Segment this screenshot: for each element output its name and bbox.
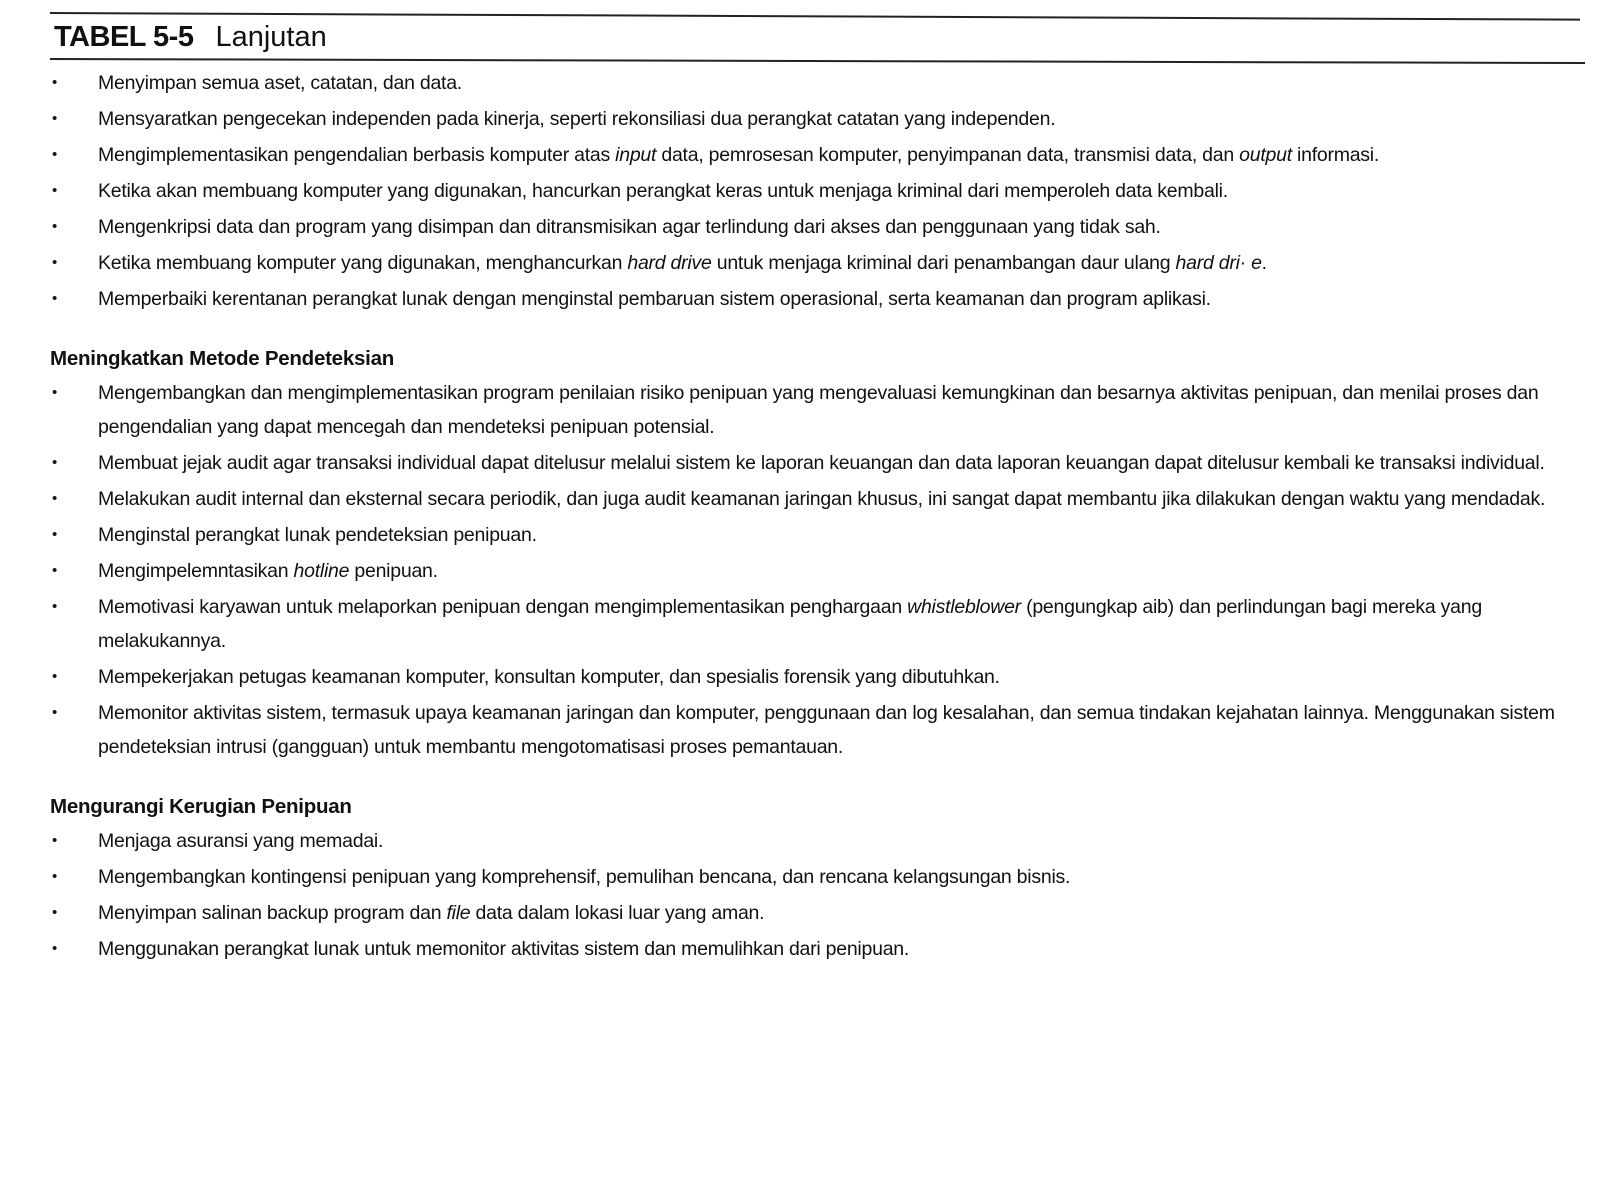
- item-text: Mengenkripsi data dan program yang disimpan dan ditransmisikan agar terlindung dari akses dan penggunaan yang tidak sah.: [98, 216, 1161, 238]
- item-text: Ketika akan membuang komputer yang digunakan, hancurkan perangkat keras untuk menjaga kriminal dari memperoleh data kembali.: [98, 180, 1228, 202]
- list-item: [50, 246, 1570, 280]
- item-text: Mensyaratkan pengecekan independen pada kinerja, seperti rekonsiliasi dua perangkat catatan yang independen.: [98, 108, 1056, 130]
- table-header: [54, 18, 327, 56]
- list-item: [50, 66, 1570, 100]
- item-text: (pengungkap aib) dan perlindungan bagi mereka yang melakukannya.: [98, 596, 1482, 652]
- italic-term: input: [615, 144, 657, 166]
- item-text: untuk menjaga kriminal dari penambangan daur ulang: [711, 252, 1176, 274]
- italic-term: hard drive: [627, 252, 712, 274]
- bullet-icon: •: [52, 704, 58, 721]
- table-content: [50, 66, 1570, 968]
- item-text: Menyimpan salinan backup program dan: [98, 902, 447, 924]
- bullet-icon: •: [52, 110, 58, 127]
- bullet-icon: •: [52, 290, 58, 307]
- item-text: Menggunakan perangkat lunak untuk memonitor aktivitas sistem dan memulihkan dari penipuan.: [98, 938, 910, 960]
- item-text: data dalam lokasi luar yang aman.: [470, 902, 765, 924]
- list-item: [50, 660, 1570, 694]
- list-item: [50, 518, 1570, 552]
- header-rule: [50, 58, 1585, 64]
- prevention-list: [50, 66, 1570, 316]
- list-item: [50, 696, 1570, 764]
- item-text: Ketika membuang komputer yang digunakan, menghancurkan: [98, 252, 628, 274]
- bullet-icon: •: [52, 598, 58, 615]
- item-text: penipuan.: [349, 560, 438, 582]
- italic-term: file: [446, 902, 471, 924]
- list-item: [50, 138, 1570, 172]
- list-item: [50, 210, 1570, 244]
- loss-reduction-list: [50, 824, 1570, 966]
- italic-term: output: [1239, 144, 1292, 166]
- item-text: Mengimplementasikan pengendalian berbasis komputer atas: [98, 144, 616, 166]
- table-subtitle: Lanjutan: [215, 21, 327, 53]
- section-heading-loss-reduction: Mengurangi Kerugian Penipuan: [50, 795, 352, 818]
- detection-list: [50, 376, 1570, 764]
- bullet-icon: •: [52, 868, 58, 885]
- bullet-icon: •: [52, 490, 58, 507]
- item-text: Memperbaiki kerentanan perangkat lunak dengan menginstal pembaruan sistem operasional, serta keamanan dan program aplikasi.: [98, 288, 1211, 310]
- bullet-icon: •: [52, 218, 58, 235]
- item-text: Mengembangkan kontingensi penipuan yang komprehensif, pemulihan bencana, dan rencana kelangsungan bisnis.: [98, 866, 1071, 888]
- list-item: [50, 896, 1570, 930]
- bullet-icon: •: [52, 526, 58, 543]
- italic-term: hotline: [293, 560, 350, 582]
- bullet-icon: •: [52, 384, 58, 401]
- item-text: Menyimpan semua aset, catatan, dan data.: [98, 72, 462, 94]
- bullet-icon: •: [52, 454, 58, 471]
- list-item: [50, 554, 1570, 588]
- list-item: [50, 860, 1570, 894]
- bullet-icon: •: [52, 182, 58, 199]
- item-text: Mengimpelemntasikan: [98, 560, 294, 582]
- list-item: [50, 446, 1570, 480]
- bullet-icon: •: [52, 904, 58, 921]
- item-text: Memonitor aktivitas sistem, termasuk upaya keamanan jaringan dan komputer, penggunaan dan log kesalahan, dan semua tindakan kejahatan lainnya. Menggunakan sistem pendeteksian intrusi (gangguan) untuk membantu mengotomatisasi proses pemantauan.: [98, 702, 1555, 758]
- list-item: [50, 824, 1570, 858]
- list-item: [50, 282, 1570, 316]
- item-text: informasi.: [1291, 144, 1380, 166]
- list-item: [50, 102, 1570, 136]
- bullet-icon: •: [52, 668, 58, 685]
- item-text: Menginstal perangkat lunak pendeteksian penipuan.: [98, 524, 537, 546]
- bullet-icon: •: [52, 146, 58, 163]
- item-text: Menjaga asuransi yang memadai.: [98, 830, 384, 852]
- item-text: Mengembangkan dan mengimplementasikan program penilaian risiko penipuan yang mengevaluasi kemungkinan dan besarnya aktivitas penipuan, dan menilai proses dan pengendalian yang dapat mencegah dan mendeteksi penipuan potensial.: [98, 382, 1539, 438]
- section-heading-detection: Meningkatkan Metode Pendeteksian: [50, 347, 395, 370]
- bullet-icon: •: [52, 562, 58, 579]
- item-text: Membuat jejak audit agar transaksi individual dapat ditelusur melalui sistem ke laporan keuangan dan data laporan keuangan dapat ditelusur kembali ke transaksi individual.: [98, 452, 1545, 474]
- bullet-icon: •: [52, 254, 58, 271]
- list-item: [50, 590, 1570, 658]
- bullet-icon: •: [52, 832, 58, 849]
- table-number: TABEL 5-5: [54, 21, 194, 53]
- list-item: [50, 174, 1570, 208]
- italic-term: whistleblower: [907, 596, 1021, 618]
- list-item: [50, 932, 1570, 966]
- item-text: .: [1261, 252, 1267, 274]
- item-text: Melakukan audit internal dan eksternal secara periodik, dan juga audit keamanan jaringan khusus, ini sangat dapat membantu jika dilakukan dengan waktu yang mendadak.: [98, 488, 1546, 510]
- bullet-icon: •: [52, 74, 58, 91]
- list-item: [50, 482, 1570, 516]
- item-text: Mempekerjakan petugas keamanan komputer, konsultan komputer, dan spesialis forensik yang dibutuhkan.: [98, 666, 1000, 688]
- bullet-icon: •: [52, 940, 58, 957]
- item-text: data, pemrosesan komputer, penyimpanan data, transmisi data, dan: [656, 144, 1240, 166]
- item-text: Memotivasi karyawan untuk melaporkan penipuan dengan mengimplementasikan penghargaan: [98, 596, 908, 618]
- italic-term: hard dri· e: [1175, 252, 1262, 274]
- list-item: [50, 376, 1570, 444]
